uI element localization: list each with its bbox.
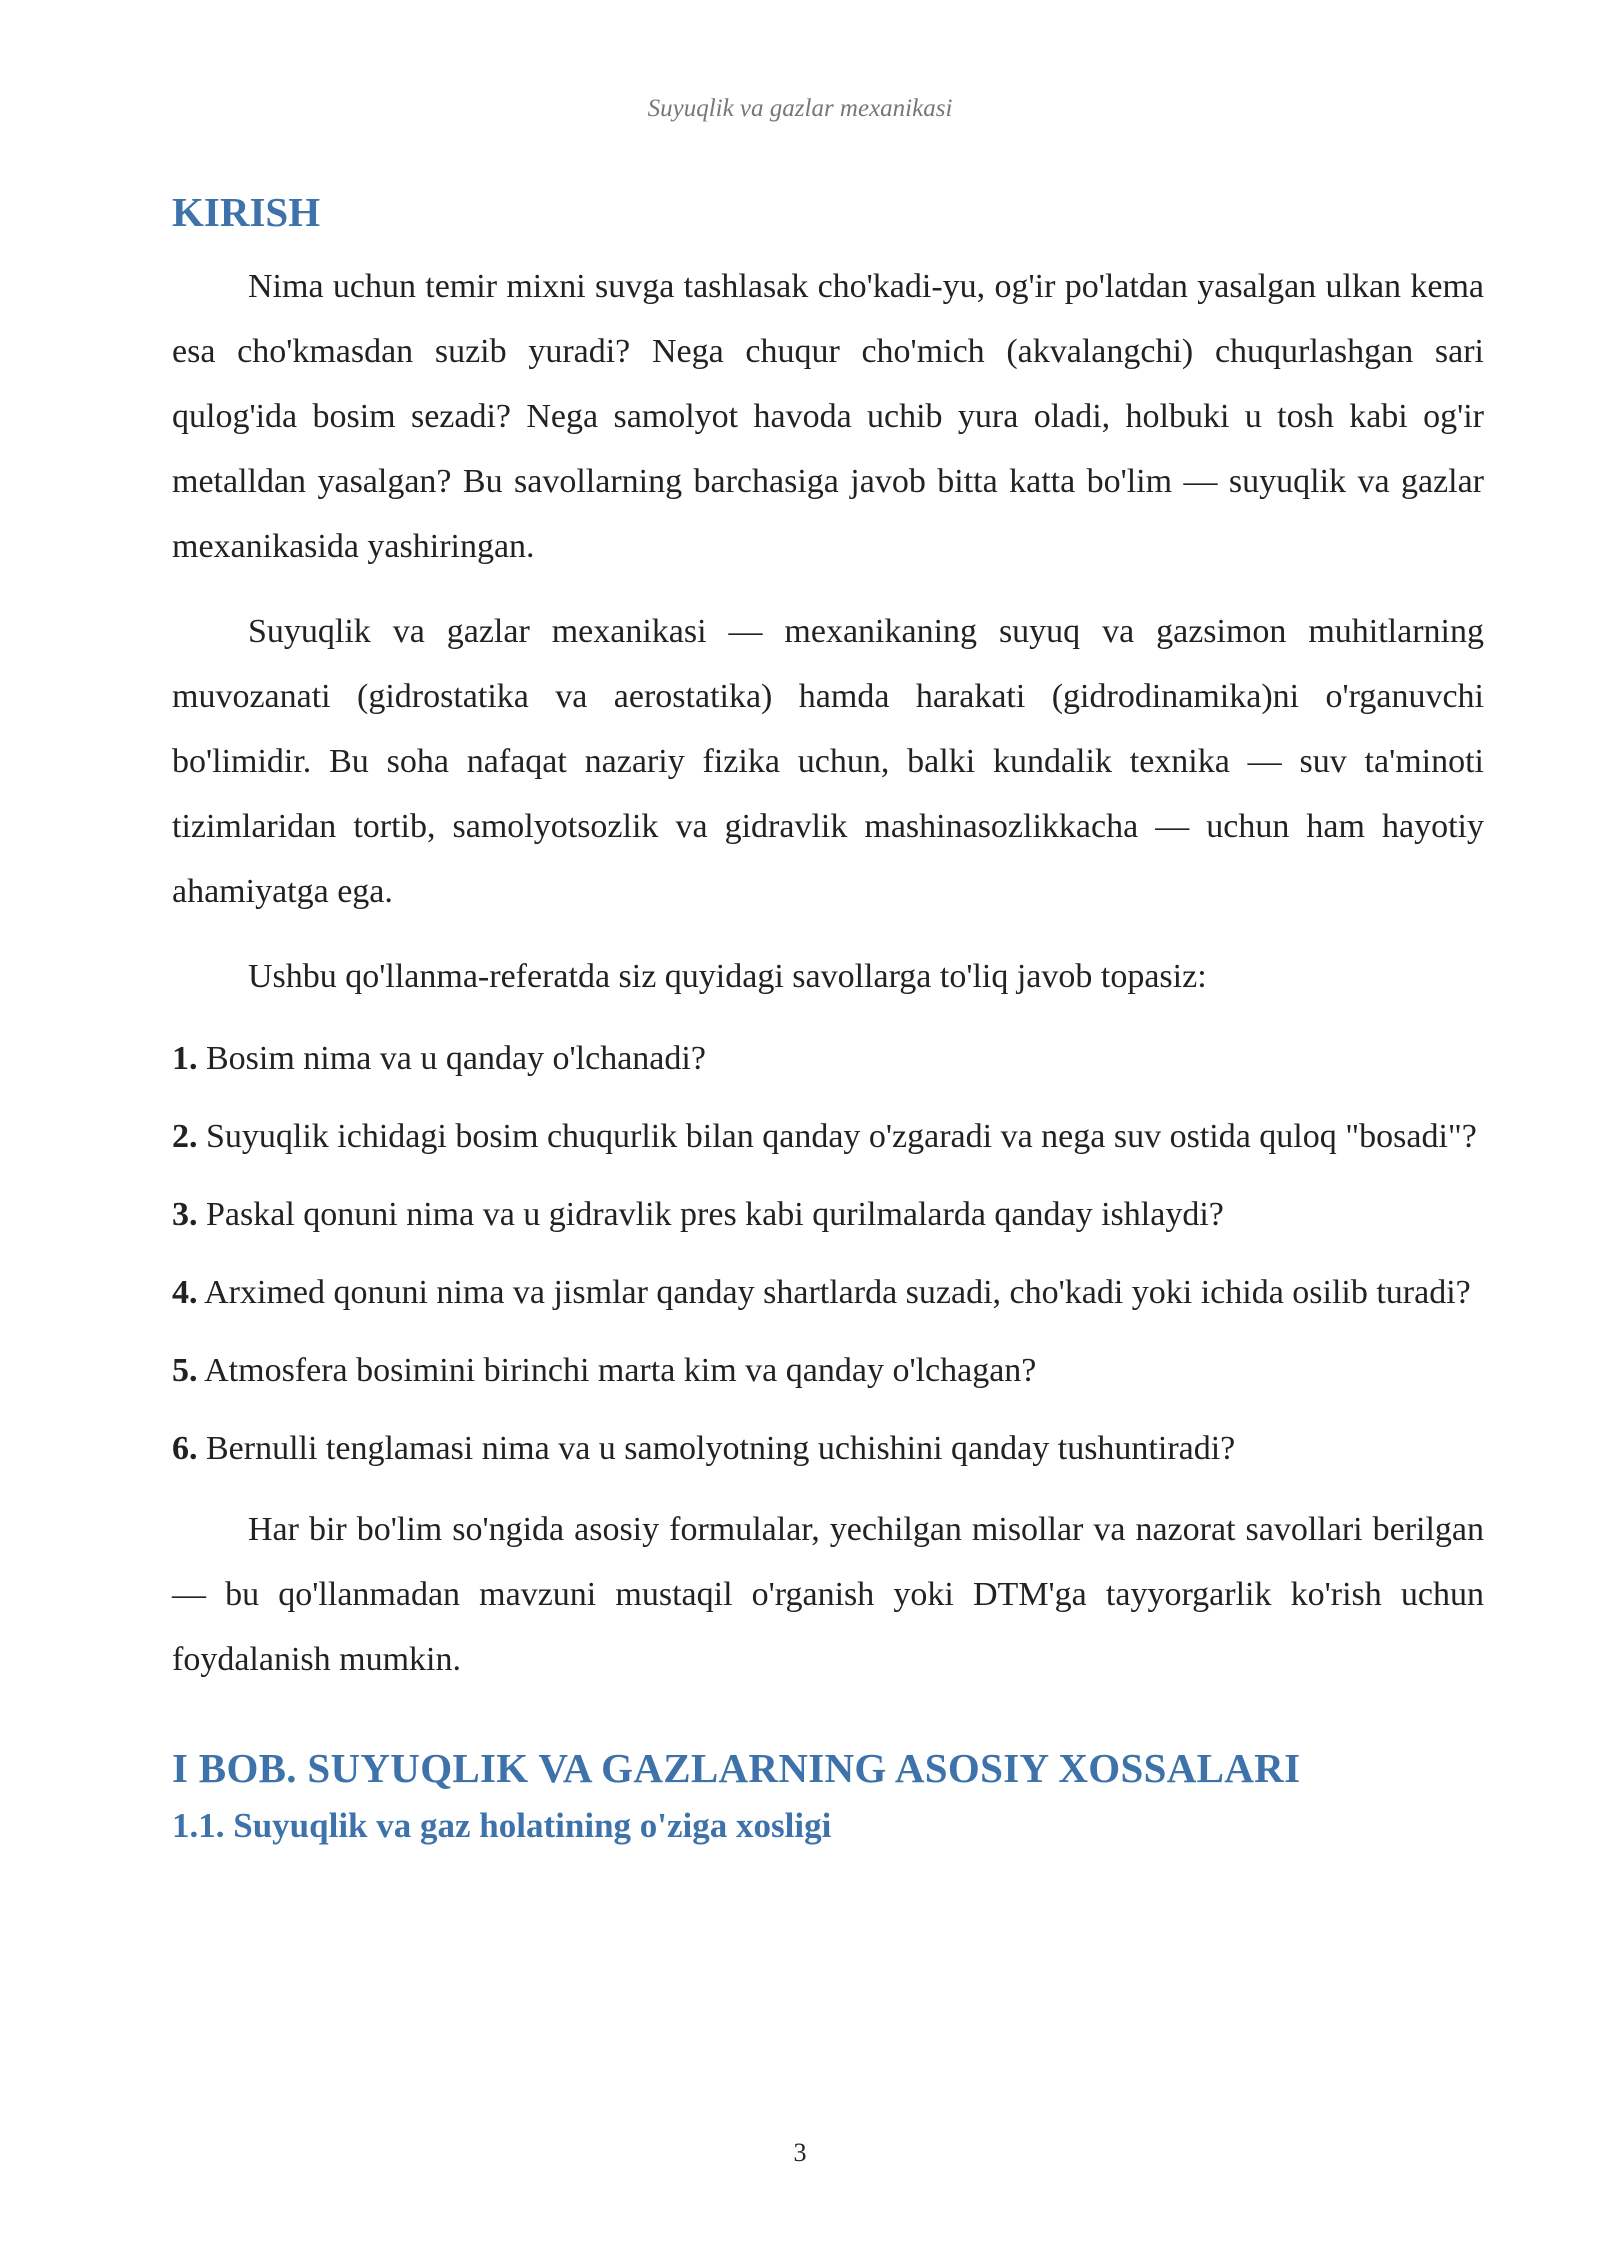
list-item-number: 3. xyxy=(172,1196,198,1233)
list-item-number: 4. xyxy=(172,1274,198,1311)
list-item-number: 5. xyxy=(172,1352,198,1389)
running-header: Suyuqlik va gazlar mexanikasi xyxy=(647,95,953,122)
list-item-number: 6. xyxy=(172,1430,198,1467)
list-item-text: Bosim nima va u qanday o'lchanadi? xyxy=(206,1040,706,1077)
list-item xyxy=(172,1263,1484,1323)
intro-paragraph-2: Suyuqlik va gazlar mexanikasi — mexanikaning suyuq va gazsimon muhitlarning muvozanati (gidrostatika va aerostatika) hamda harakati (gidrodinamika)ni o'rganuvchi bo'limidir. Bu soha nafaqat nazariy fizika uchun, balki kundalik texnika — suv ta'minoti tizimlaridan tortib, samolyotsozlik va gidravlik mashinasozlikkacha — uchun ham hayotiy ahamiyatga ega. xyxy=(172,613,1484,910)
page-number: 3 xyxy=(793,2138,807,2167)
intro-paragraph-3: Ushbu qo'llanma-referatda siz quyidagi savollarga to'liq javob topasiz: xyxy=(248,958,1207,995)
subsection-title: 1.1. Suyuqlik va gaz holatining o'ziga xosligi xyxy=(172,1806,832,1845)
page-content xyxy=(172,188,1484,1846)
list-item xyxy=(172,1185,1484,1245)
closing-paragraph: Har bir bo'lim so'ngida asosiy formulalar, yechilgan misollar va nazorat savollari berilgan — bu qo'llanmadan mavzuni mustaqil o'rganish yoki DTM'ga tayyorgarlik ko'rish uchun foydalanish mumkin. xyxy=(172,1511,1484,1678)
question-list xyxy=(172,1029,1484,1479)
list-item xyxy=(172,1341,1484,1401)
list-item xyxy=(172,1107,1484,1167)
list-item xyxy=(172,1029,1484,1089)
list-item-text: Atmosfera bosimini birinchi marta kim va qanday o'lchagan? xyxy=(204,1352,1037,1389)
list-item-number: 1. xyxy=(172,1040,198,1077)
list-item-text: Paskal qonuni nima va u gidravlik pres kabi qurilmalarda qanday ishlaydi? xyxy=(206,1196,1224,1233)
chapter-title: I BOB. SUYUQLIK VA GAZLARNING ASOSIY XOSSALARI xyxy=(172,1745,1301,1791)
list-item-text: Suyuqlik ichidagi bosim chuqurlik bilan qanday o'zgaradi va nega suv ostida quloq "bosadi"? xyxy=(206,1118,1477,1155)
list-item xyxy=(172,1419,1484,1479)
intro-paragraph-1: Nima uchun temir mixni suvga tashlasak cho'kadi-yu, og'ir po'latdan yasalgan ulkan kema esa cho'kmasdan suzib yuradi? Nega chuqur cho'mich (akvalangchi) chuqurlashgan sari qulog'ida bosim sezadi? Nega samolyot havoda uchib yura oladi, holbuki u tosh kabi og'ir metalldan yasalgan? Bu savollarning barchasiga javob bitta katta bo'lim — suyuqlik va gazlar mexanikasida yashiringan. xyxy=(172,268,1484,565)
section-title: KIRISH xyxy=(172,189,321,235)
list-item-text: Bernulli tenglamasi nima va u samolyotning uchishini qanday tushuntiradi? xyxy=(206,1430,1236,1467)
list-item-text: Arximed qonuni nima va jismlar qanday shartlarda suzadi, cho'kadi yoki ichida osilib turadi? xyxy=(204,1274,1471,1311)
list-item-number: 2. xyxy=(172,1118,198,1155)
